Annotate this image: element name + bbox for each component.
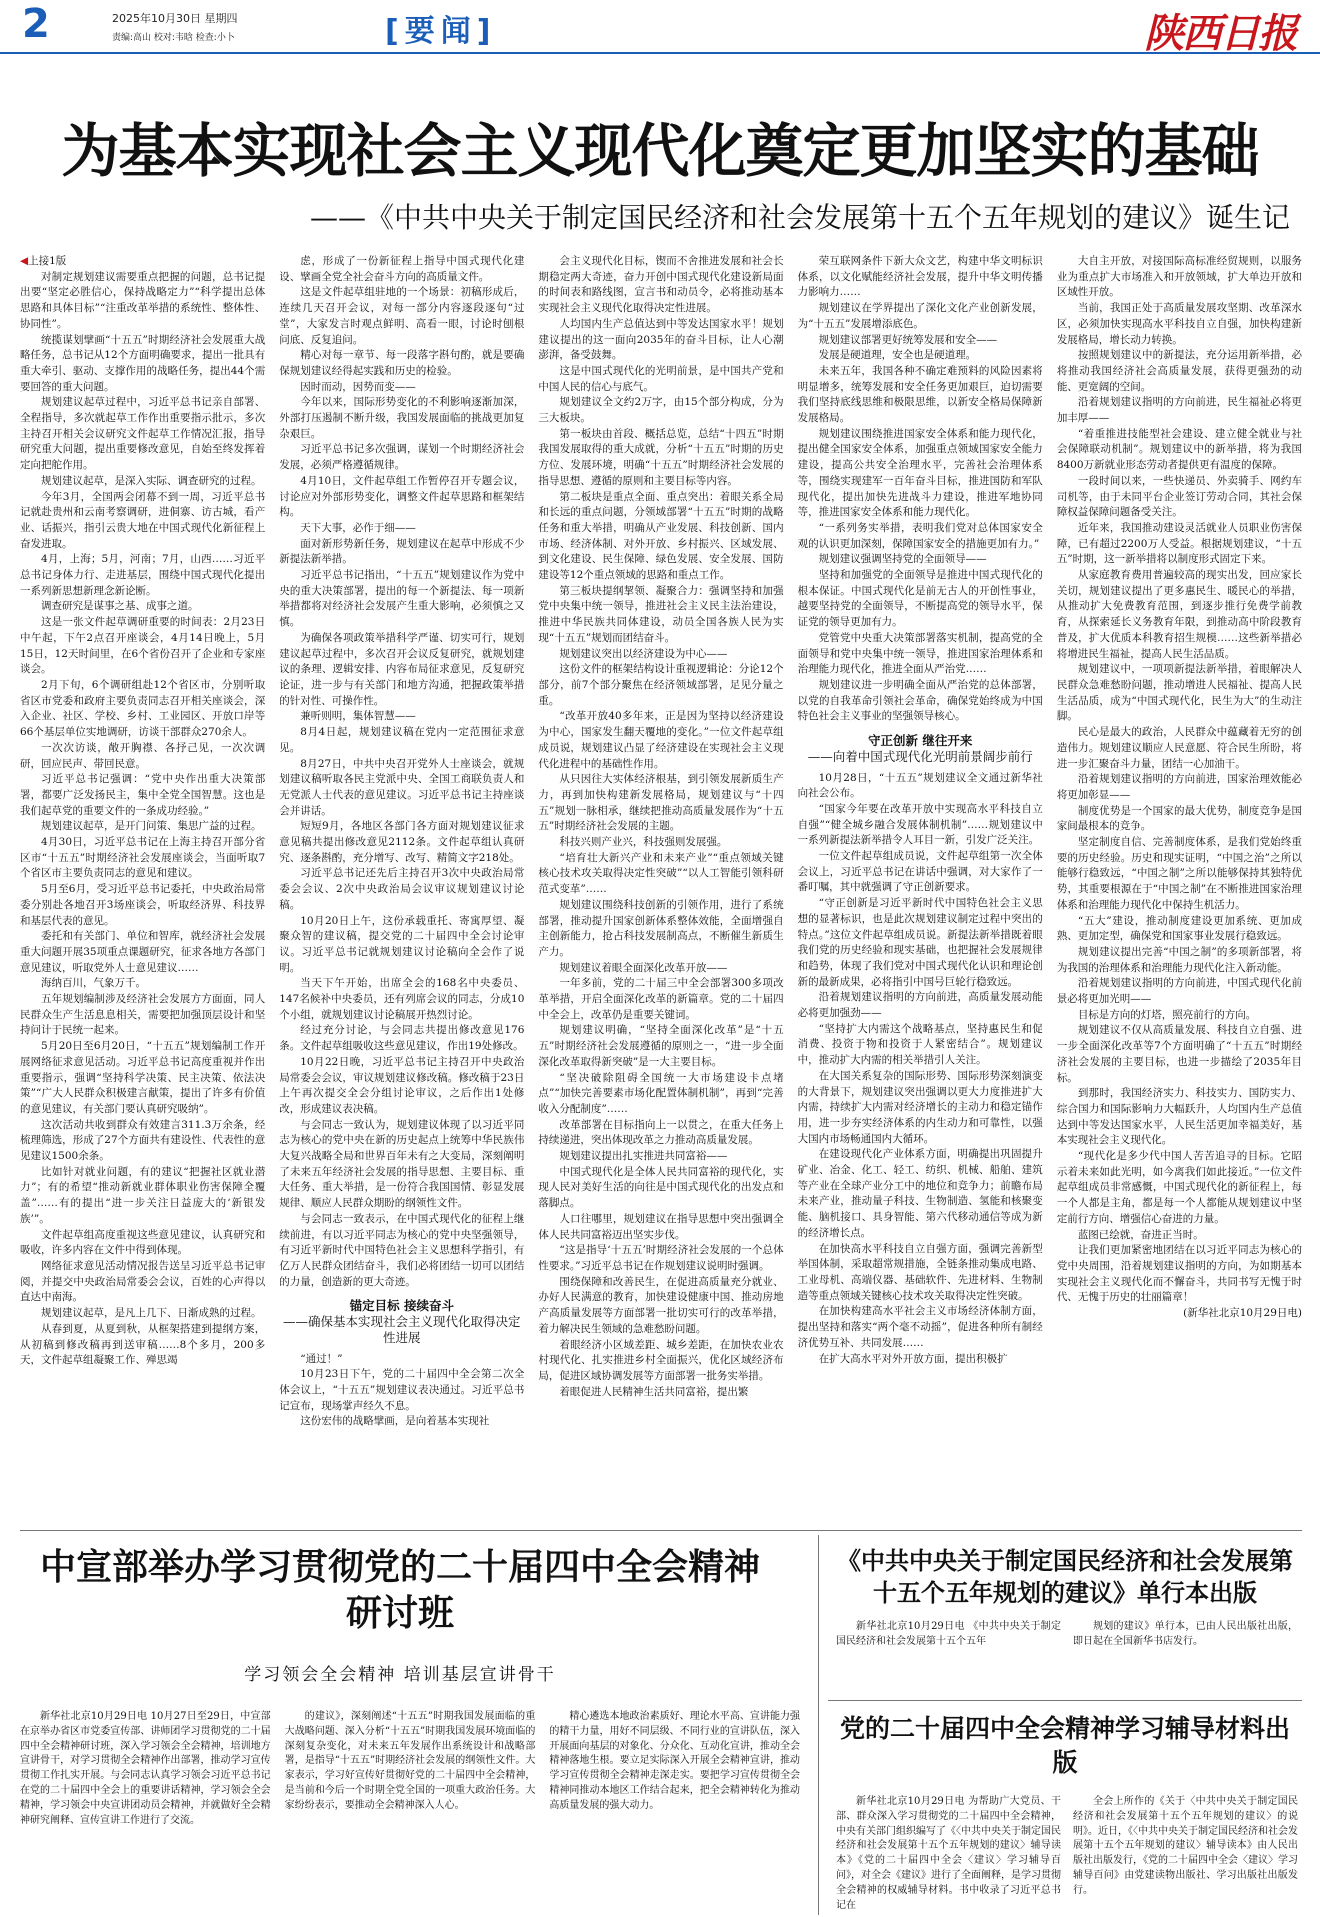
paragraph: 今年3月，全国两会闭幕不到一周，习近平总书记就赴贵州和云南考察调研，进侗寨、访古城，看产业、话振兴，指引云贵大地在中国式现代化新征程上奋发进取。 xyxy=(20,490,266,550)
page-number: 2 xyxy=(22,1,50,47)
story2-body xyxy=(20,1710,800,1915)
story-column xyxy=(20,1710,271,1915)
main-subheadline: ——《中共中央关于制定国民经济和社会发展第十五个五年规划的建议》诞生记 xyxy=(309,201,1290,234)
paragraph: 着眼经济小区域差距、城乡差距，在加快农业农村现代化、扎实推进乡村全面振兴，优化区域经济布局，促进区域协调发展等方面部署一批务实举措。 xyxy=(538,1338,784,1382)
paragraph: 4月，上海；5月，河南；7月，山西……习近平总书记身体力行、走进基层，围绕中国式现代化提出一系列新思想新理念新论断。 xyxy=(20,553,266,597)
paragraph: 短短9月，各地区各部门各方面对规划建议征求意见稿共提出修改意见2112条。文件起草组认真研究、逐条斟酌，充分增写、改写、精简文字218处。 xyxy=(279,820,525,864)
paragraph: 目标是方向的灯塔，照亮前行的方向。 xyxy=(1077,1008,1257,1021)
paragraph: 人口往哪里，规划建议在指导思想中突出强调全体人民共同富裕迈出坚实步伐。 xyxy=(538,1212,784,1241)
paragraph: 4月30日，习近平总书记在上海主持召开部分省区市“十五五”时期经济社会发展座谈会，当面听取7个省区市主要负责同志的意见和建议。 xyxy=(20,836,266,880)
paragraph: 精心对每一章节、每一段落字斟句酌，就是要确保规划建议经得起实践和历史的检验。 xyxy=(279,349,525,377)
story-column xyxy=(1073,1795,1298,1913)
story3-title: 《中共中央关于制定国民经济和社会发展第十五个五年规划的建议》单行本出版 xyxy=(837,1547,1293,1607)
paragraph: 规划建议全文约2万字，由15个部分构成，分为三大板块。 xyxy=(538,396,784,425)
paragraph: 文件起草组高度重视这些意见建议，认真研究和吸收，许多内容在文件中得到体现。 xyxy=(20,1228,266,1257)
paragraph: 网络征求意见活动情况报告送呈习近平总书记审阅，并提交中央政治局常委会会议，百姓的心声得以直达中南海。 xyxy=(20,1260,266,1304)
paragraph: “守正创新是习近平新时代中国特色社会主义思想的显著标识，也是此次规划建议制定过程中突出的特点。”这位文件起草组成员说。新提法新举措既着眼我们党的历史经验和现实基础，也把握社会发展规律和趋势，体现了我们党对中国式现代化认识和理论创新的最新成果，必将指引中国号巨轮行稳致远。 xyxy=(797,897,1043,988)
paragraph: 比如针对就业问题，有的建议“把握社区就业潜力”；有的希望“推动新就业群体职业伤害保障全覆盖”……有的提出“进一步关注日益庞大的‘新银发族’”。 xyxy=(20,1165,266,1225)
paragraph: 这是文件起草组驻地的一个场景：初稿形成后，连续几天召开会议，对每一部分内容逐段逐句“过堂”，大家发言时观点鲜明、高看一眼，讨论时刨根问底、反复追问。 xyxy=(279,286,525,346)
story-column xyxy=(836,1795,1061,1913)
paragraph: 规划建议提出完善“中国之制”的多项新部署，将为我国的治理体系和治理能力现代化注入新动能。 xyxy=(1056,945,1303,974)
section-label: [要闻] xyxy=(385,14,497,49)
story4-title: 党的二十届四中全会精神学习辅导材料出版 xyxy=(839,1714,1290,1777)
paragraph: 规划建议起草，是深入实际、调查研究的过程。 xyxy=(41,474,262,487)
paragraph: 新华社北京10月29日电 为帮助广大党员、干部、群众深入学习贯彻党的二十届四中全会精神，中央有关部门组织编写了《〈中共中央关于制定国民经济和社会发展第十五个五年规划的建议〉辅导读本》《党的二十届四中全会〈建议〉学习辅导百问》，对全会《建议》进行了全面阐释，是学习贯彻全会精神的权威辅导材料。书中收录了习近平总书记在 xyxy=(836,1796,1061,1911)
paragraph: “一系列务实举措，表明我们党对总体国家安全观的认识更加深刻，保障国家安全的措施更加有力。” xyxy=(797,521,1043,550)
story3-body xyxy=(836,1620,1298,1680)
continued-from: ◀上接1版 xyxy=(20,255,67,267)
paragraph: 这次活动共收到群众有效建言311.3万余条，经梳理筛选，形成了27个方面共有建设性、代表性的意见建议1500余条。 xyxy=(20,1118,266,1163)
paragraph: “这是指导‘十五五’时期经济社会发展的一个总体性要求。”习近平总书记在作规划建议说明时强调。 xyxy=(538,1244,784,1272)
paragraph: 10月23日下午，党的二十届四中全会第二次全体会议上，“十五五”规划建议表决通过。习近平总书记宣布，现场掌声经久不息。 xyxy=(279,1368,525,1412)
paragraph: 调查研究是谋事之基、成事之道。 xyxy=(41,600,199,613)
newspaper-logo: 陕西日报 xyxy=(1144,10,1296,57)
paragraph: “现代化是多少代中国人苦苦追寻的目标。它昭示着未来如此光明，如今离我们如此接近。”一位文件起草组成员非常感慨，中国式现代化的新征程上，每一个人都是主角，都是每一个人都能从规划建议中坚定前行方向、增强信心奋进的力量。 xyxy=(1056,1150,1303,1225)
paragraph: 规划建议着眼全面深化改革开放—— xyxy=(559,961,728,974)
paragraph: 未来五年，我国各种不确定难预料的风险因素将明显增多，统筹发展和安全任务更加艰巨，迫切需要我们坚持底线思维和极限思维，以新安全格局保障新发展格局。 xyxy=(797,364,1043,425)
main-headline: 为基本实现社会主义现代化奠定更加坚实的基础 xyxy=(61,117,1259,185)
paragraph: 10月28日，“十五五”规划建议全文通过新华社向社会公布。 xyxy=(797,771,1043,800)
paragraph: 全会上所作的《关于〈中共中央关于制定国民经济和社会发展第十五个五年规划的建议〉的说明》。近日，《〈中共中央关于制定国民经济和社会发展第十五个五年规划的建议〉辅导读本》由人民出版社出版发行，《党的二十届四中全会〈建议〉学习辅导百问》由党建读物出版社、学习出版社出版发行。 xyxy=(1073,1796,1298,1896)
paragraph: 这份宏伟的战略擘画，是向着基本实现社 xyxy=(300,1415,490,1428)
paragraph: 在加快高水平科技自立自强方面，强调完善新型举国体制，采取超常规措施，全链条推动集成电路、工业母机、高端仪器、基础软件、先进材料、生物制造等重点领域关键核心技术攻关取得决定性突破。 xyxy=(797,1242,1043,1302)
paragraph: 沿着规划建议指明的方向前进，国家治理效能必将更加彰显—— xyxy=(1056,773,1303,801)
paragraph: 规划建议提出扎实推进共同富裕—— xyxy=(559,1150,728,1163)
paragraph: 规划的建议》单行本，已由人民出版社出版，即日起在全国新华书店发行。 xyxy=(1073,1621,1298,1647)
paragraph: 党管党中央重大决策部署落实机制，提高党的全面领导和党中央集中统一领导，推进国家治理体系和治理能力现代化，推进全面从严治党…… xyxy=(797,631,1043,676)
paragraph: 规划建议在学界提出了深化文化产业创新发展，为“十五五”发展增添底色。 xyxy=(797,302,1043,330)
paragraph: 与会同志一致表示，在中国式现代化的征程上继续前进，有以习近平同志为核心的党中央坚强领导，有习近平新时代中国特色社会主义思想科学指引，有亿万人民群众团结奋斗，我们必将团结一切可以团结的力量，创造新的更大奇迹。 xyxy=(279,1212,525,1288)
paragraph: 在加快构建高水平社会主义市场经济体制方面，提出坚持和落实“两个毫不动摇”，促进各种所有制经济优势互补、共同发展…… xyxy=(797,1305,1043,1349)
paragraph: 新华社北京10月29日电 《中共中央关于制定国民经济和社会发展第十五个五年 xyxy=(836,1621,1061,1647)
paragraph: 蓝图已绘就，奋进正当时。 xyxy=(1077,1228,1204,1241)
paragraph: 按照规划建议中的新提法，充分运用新举措，必将推动我国经济社会高质量发展，获得更强劲的动能、更宽阔的空间。 xyxy=(1056,349,1303,393)
story-divider xyxy=(828,1700,1302,1701)
intertitle: 守正创新 继往开来 ——向着中国式现代化光明前景阔步前行 xyxy=(807,733,1033,764)
arrow-icon: ◀ xyxy=(20,255,29,267)
article-column xyxy=(538,254,783,1516)
paragraph: 坚持和加强党的全面领导是推进中国式现代化的根本保证。中国式现代化是前无古人的开创性事业，越要坚持党的全面领导，不断提高党的领导水平，保证党的领导更加有力。 xyxy=(797,569,1043,629)
paragraph: 制度优势是一个国家的最大优势，制度竞争是国家间最根本的竞争。 xyxy=(1056,804,1303,833)
paragraph: 从春到夏，从夏到秋，从框架搭建到提纲方案，从初稿到修改稿再到送审稿……8个多月，200多天，文件起草组凝聚工作、殚思竭 xyxy=(20,1322,266,1367)
paragraph: “着重推进技能型社会建设、建立健全就业与社会保障联动机制”。规划建议中的新举措，将为我国8400万新就业形态劳动者提供更有温度的保障。 xyxy=(1056,427,1303,472)
paragraph: 4月10日，文件起草组工作暂停召开专题会议，讨论应对外部形势变化，调整文件起草思路和框架结构。 xyxy=(279,474,525,519)
paragraph: 今年以来，国际形势变化的不利影响逐渐加深，外部打压遏制不断升级，我国发展面临的挑战更加复杂艰巨。 xyxy=(279,396,525,440)
paragraph: 习近平总书记还先后主持召开3次中央政治局常委会会议、2次中央政治局会议审议规划建议讨论稿。 xyxy=(279,867,525,911)
paragraph: 着眼促进人民精神生活共同富裕，提出繁 xyxy=(559,1385,749,1398)
paragraph: 8月4日起，规划建议稿在党内一定范围征求意见。 xyxy=(279,726,525,754)
paragraph: 围绕保障和改善民生，在促进高质量充分就业、办好人民满意的教育，加快建设健康中国、推动房地产高质量发展等方面部署一批切实可行的改革举措，着力解决民生领域的急难愁盼问题。 xyxy=(538,1275,784,1335)
paragraph: 从只因往大实体经济根基，到引领发展新质生产力，再到加快构建新发展格局，规划建议与“十四五”规划一脉相承，继续把推动高质量发展作为“十五五”时期经济社会发展的主题。 xyxy=(538,773,784,833)
paragraph: 当前，我国正处于高质量发展攻坚期、改革深水区，必须加快实现高水平科技自立自强，加快构建新发展格局，增长动力转换。 xyxy=(1056,302,1303,346)
paragraph: 与会同志一致认为，规划建议体现了以习近平同志为核心的党中央在新的历史起点上统筹中华民族伟大复兴战略全局和世界百年未有之大变局，深刻阐明了未来五年经济社会发展的指导思想、主要目标、重大任务、重大举措，是一份符合我国国情、彰显发展规律、顺应人民群众期盼的纲领性文件。 xyxy=(279,1118,525,1210)
paragraph: 沿着规划建议指明的方向前进，高质量发展动能必将更加强劲—— xyxy=(797,991,1043,1020)
paragraph: 规划建议中，一项项新提法新举措，着眼解决人民群众急难愁盼问题，推动增进人民福祉、提高人民生活品质，成为“中国式现代化，民生为大”的生动注脚。 xyxy=(1056,663,1303,723)
paragraph: 在大国关系复杂的国际形势、国际形势深刻演变的大背景下，规划建议突出强调以更大力度推进扩大内需，持续扩大内需对经济增长的主动力和稳定锚作用，进一步夯实经济体系的内生动力和可靠性，以强大国内市场畅通国内大循环。 xyxy=(797,1069,1043,1145)
paragraph: 五年规划编制涉及经济社会发展方方面面，同人民群众生产生活息息相关，需要把加强顶层设计和坚持问计于民统一起来。 xyxy=(20,993,266,1037)
intertitle: 锚定目标 接续奋斗 ——确保基本实现社会主义现代化取得决定性进展 xyxy=(283,1298,521,1345)
paragraph: 让我们更加紧密地团结在以习近平同志为核心的党中央周围，沿着规划建议指明的方向，为如期基本实现社会主义现代化而不懈奋斗，共同书写无愧于时代、无愧于历史的壮丽篇章！ xyxy=(1056,1244,1303,1304)
article-column xyxy=(279,254,524,1516)
paragraph: 因时而动，因势而变—— xyxy=(300,380,416,393)
paragraph: 当天下午开始，出席全会的168名中央委员、147名候补中央委员，还有列席会议的同志，分成10个小组，就规划建议讨论稿展开热烈讨论。 xyxy=(279,977,525,1021)
paragraph: 到那时，我国经济实力、科技实力、国防实力、综合国力和国际影响力大幅跃升，人均国内生产总值达到中等发达国家水平，人民生活更加幸福美好，基本实现社会主义现代化。 xyxy=(1056,1087,1303,1147)
paragraph: 2月下旬，6个调研组赴12个省区市，分别听取省区市党委和政府主要负责同志召开相关座谈会，深入企业、社区、学校、乡村、工业园区、开放口岸等66个基层单位实地调研，访谈干部群众270余人。 xyxy=(20,678,266,739)
paragraph: 规划建议围绕科技创新的引领作用，进行了系统部署，推动提升国家创新体系整体效能，全面增强自主创新能力，抢占科技发展制高点，不断催生新质生产力。 xyxy=(538,898,784,958)
paragraph: “培育壮大新兴产业和未来产业”“重点领域关键核心技术攻关取得决定性突破”“以人工智能引领科研范式变革”…… xyxy=(538,851,784,896)
story4-body xyxy=(836,1795,1298,1913)
column-divider xyxy=(818,1535,819,1915)
story-column xyxy=(285,1710,536,1915)
paragraph: 规划建议明确，“坚持全面深化改革”是“十五五”时期经济社会发展遵循的原则之一，“进一步全面深化改革取得新突破”是一大主要目标。 xyxy=(538,1024,784,1068)
paragraph: 对制定规划建议需要重点把握的问题，总书记提出要“坚定必胜信心，保持战略定力”“科学提出总体思路和具体目标”“注重改革举措的系统性、整体性、协同性”。 xyxy=(20,270,266,330)
paragraph: 天下大事，必作于细—— xyxy=(300,521,416,534)
paragraph: 经过充分讨论，与会同志共提出修改意见176条。文件起草组吸收这些意见建议，作出19处修改。 xyxy=(279,1024,525,1053)
issue-date: 2025年10月30日 星期四 xyxy=(112,12,238,25)
article-column xyxy=(1057,254,1302,1516)
paragraph: 习近平总书记指出，“十五五”规划建议作为党中央的重大决策部署，提出的每一个新提法、每一项新举措都将对经济社会发展产生重大影响，必须慎之又慎。 xyxy=(279,569,525,629)
paragraph: 10月22日晚，习近平总书记主持召开中央政治局常委会会议，审议规划建议修改稿。修改稿于23日上午再次提交全会分组讨论审议，之后作出1处修改，形成建议表决稿。 xyxy=(279,1055,525,1115)
story2-title: 中宣部举办学习贯彻党的二十届四中全会精神研讨班 xyxy=(40,1547,761,1634)
paragraph: 8月27日，中共中央召开党外人士座谈会，就规划建议稿听取各民主党派中央、全国工商联负责人和无党派人士代表的意见建议。习近平总书记主持座谈会并讲话。 xyxy=(279,757,525,817)
paragraph: 统揽谋划擘画“十五五”时期经济社会发展重大战略任务，总书记从12个方面明确要求，提出一批具有重大牵引、驱动、支撑作用的战略任务，提出44个需要回答的重大问题。 xyxy=(20,333,266,393)
paragraph: 兼听则明，集体智慧—— xyxy=(300,710,416,723)
paragraph: 规划建议不仅从高质量发展、科技自立自强、进一步全面深化改革等7个方面明确了“十五五”时期经济社会发展的主要目标，也进一步描绘了2035年目标。 xyxy=(1056,1024,1303,1084)
masthead xyxy=(0,0,1320,57)
paragraph: 第二板块是重点全面、重点突出：着眼关系全局和长远的重点问题，分领域部署“十五五”时期的战略任务和重大举措，明确从产业发展、科技创新、国内市场、经济体制、对外开放、乡村振兴、区域发展、到文化建设、民生保障、绿色发展、安全发展、国防建设等12个重点领域的思路和重点工作。 xyxy=(538,490,784,582)
paragraph: 一次次访谈，敞开胸襟、各抒己见，一次次调研，回应民声、带回民意。 xyxy=(20,741,266,770)
paragraph: 在建设现代化产业体系方面，明确提出巩固提升矿业、冶金、化工、轻工、纺织、机械、船舶、建筑等产业在全球产业分工中的地位和竞争力；前瞻布局未来产业，推动量子科技、生物制造、氢能和核聚变能、脑机接口、具身智能、第六代移动通信等成为新的经济增长点。 xyxy=(797,1148,1043,1239)
article-column xyxy=(798,254,1043,1516)
paragraph: 的建议》，深刻阐述“十五五”时期我国发展面临的重大战略问题、深入分析“十五五”时期我国发展环境面临的深刻复杂变化，对未来五年发展作出系统设计和战略部署，是指导“十五五”时期经济社会发展的纲领性文件。大家表示，学习好宣传好贯彻好党的二十届四中全会精神，是当前和今后一个时期全党全国的一项重大政治任务。大家纷纷表示，要推动全会精神深入人心。 xyxy=(284,1711,536,1811)
editor-credits: 责编:高山 校对:韦晗 检查:小卜 xyxy=(112,33,235,43)
paragraph: 这是一张文件起草调研重要的时间表：2月23日中午起，下午2点召开座谈会，4月14日晚上，5月15日，12天时间里，在6个省份召开了企业和专家座谈会。 xyxy=(20,616,266,676)
paragraph: “国家今年要在改革开放中实现高水平科技自立自强”“健全城乡融合发展体制机制”……规划建议中一系列新提法新举措令人耳目一新，引发广泛关注。 xyxy=(797,802,1043,847)
paragraph: 规划建议进一步明确全面从严治党的总体部署，以党的自我革命引领社会革命，确保党始终成为中国特色社会主义事业的坚强领导核心。 xyxy=(797,678,1043,723)
paragraph: 一段时间以来，一些快递员、外卖骑手、网约车司机等，由于未同平台企业签订劳动合同，其社会保障权益保障问题备受关注。 xyxy=(1056,474,1303,519)
paragraph: 科技兴则产业兴，科技强则发展强。 xyxy=(559,836,728,849)
paragraph: 第一板块由首段、概括总览，总结“十四五”时期我国发展取得的重大成就，分析“十五五”时期的历史方位、发展环境，明确“十五五”时期经济社会发展的指导思想、遵循的原则和主要目标等内容。 xyxy=(538,427,784,487)
paragraph: 民心是最大的政治，人民群众中蕴藏着无穷的创造伟力。规划建议顺应人民意愿、符合民生所盼，将进一步汇聚奋斗力量，团结一心加油干。 xyxy=(1056,726,1303,770)
paragraph: 坚定制度自信、完善制度体系，是我们党始终重要的历史经验。历史和现实证明，“中国之治”之所以能够行稳致远，“中国之制”之所以能够保持其独特优势，其重要根源在于“中国之制”在不断推进国家治理体系和治理能力现代化中保持生机活力。 xyxy=(1056,836,1303,911)
paragraph: 习近平总书记强调：“党中央作出重大决策部署，都要广泛发扬民主，集中全党全国智慧。这也是我们起草党的重要文件的一条成功经验。” xyxy=(20,773,266,817)
story-column xyxy=(1073,1620,1298,1680)
paragraph: 为确保各项政策举措科学严谨、切实可行，规划建议起草过程中，多次召开会议反复研究，就规划建议的条理、逻辑安排、内容布局征求意见，反复研究论证，进一步与有关部门和地方沟通，把握政策举措的针对性、可操作性。 xyxy=(279,631,525,707)
paragraph: 海纳百川，气象万千。 xyxy=(41,977,146,990)
paragraph: 规划建议突出以经济建设为中心—— xyxy=(559,647,728,660)
paragraph: 面对新形势新任务，规划建议在起草中形成不少新提法新举措。 xyxy=(279,537,525,566)
paragraph: 沿着规划建议指明的方向前进，民生福祉必将更加丰厚—— xyxy=(1056,396,1303,425)
story-column xyxy=(549,1710,800,1915)
paragraph: 委托和有关部门、单位和智库，就经济社会发展重大问题开展35项重点课题研究，征求各地方各部门意见建议，听取党外人士意见建议…… xyxy=(20,930,266,974)
paragraph: 发展是硬道理，安全也是硬道理。 xyxy=(818,349,977,362)
paragraph: 在扩大高水平对外开放方面，提出积极扩 xyxy=(818,1352,1008,1365)
paragraph: 这是中国式现代化的光明前景，是中国共产党和中国人民的信心与底气。 xyxy=(538,364,784,393)
paragraph: “坚决破除阻碍全国统一大市场建设卡点堵点”“加快完善要素市场化配置体制机制”，再到“完善收入分配制度”…… xyxy=(538,1071,784,1115)
paragraph: “通过！” xyxy=(300,1352,343,1365)
paragraph: 大自主开放，对接国际高标准经贸规则，以服务业为重点扩大市场准入和开放领域，扩大单边开放和区域性开放。 xyxy=(1056,255,1303,299)
article-body xyxy=(20,254,1302,1516)
article-byline: (新华社北京10月29日电) xyxy=(1183,1307,1303,1320)
paragraph: 规划建议起草，是开门问策、集思广益的过程。 xyxy=(41,820,262,833)
paragraph: 一年多前，党的二十届三中全会部署300多项改革举措，开启全面深化改革的新篇章。党的二十届四中全会上，改革仍是重要关键词。 xyxy=(538,977,784,1021)
paragraph: 规划建议强调坚持党的全面领导—— xyxy=(818,553,987,566)
paragraph: 从家庭教育费用普遍较高的现实出发，回应家长关切，规划建议提出了更多惠民生、暖民心的举措，从推动扩大免费教育范围，到逐步推行免费学前教育，从探索延长义务教育年限，到推动高中阶段教育普及，扩大优质本科教育招生规模……这些新举措必将增进民生福祉，提高人民生活品质。 xyxy=(1056,569,1303,660)
paragraph: 第三板块提纲挈领、凝聚合力：强调坚持和加强党中央集中统一领导，推进社会主义民主法治建设，推进中华民族共同体建设，动员全国各族人民为实现“十五五”规划而团结奋斗。 xyxy=(538,584,784,644)
paragraph: 10月20日上午，这份承载重托、寄寓厚望、凝聚众智的建议稿，提交党的二十届四中全会讨论审议。习近平总书记就规划建议讨论稿向全会作了说明。 xyxy=(279,914,525,974)
paragraph: “坚持扩大内需这个战略基点，坚持惠民生和促消费、投资于物和投资于人紧密结合”。规划建议中，推动扩大内需的相关举措引人关注。 xyxy=(797,1022,1043,1067)
paragraph: 规划建议围绕推进国家安全体系和能力现代化，提出健全国家安全体系，加强重点领域国家安全能力建设，提高公共安全治理水平，完善社会治理体系等，围绕实现建军一百年奋斗目标，推进国防和军队现代化，提出加快先进战斗力建设，推进军地协同等，推进国家安全体系和能力现代化。 xyxy=(797,427,1043,519)
paragraph: 规划建议起草过程中，习近平总书记亲自部署、全程指导，多次就起草工作作出重要指示批示，多次主持召开相关会议研究文件起草工作情况汇报，指导研究重大问题，提出重要修改意见，自始至终发挥着定向把舵作用。 xyxy=(20,396,266,472)
paragraph: “五大”建设，推动制度建设更加系统、更加成熟、更加定型，确保党和国家事业发展行稳致远。 xyxy=(1056,914,1303,943)
article-column xyxy=(20,254,265,1516)
paragraph: 规划建议起草，是凡上几下、日渐成熟的过程。 xyxy=(41,1307,262,1320)
story-column xyxy=(836,1620,1061,1680)
paragraph: 习近平总书记多次强调，谋划一个时期经济社会发展，必须严格遵循规律。 xyxy=(279,443,525,472)
paragraph: 新华社北京10月29日电 10月27日至29日，中宣部在京举办省区市党委宣传部、讲师团学习贯彻党的二十届四中全会精神研讨班，深入学习领会全会精神，培训地方宣讲骨干，对学习贯彻全会精神作出部署，推动学习宣传贯彻工作扎实开展。与会同志认真学习领会习近平总书记在党的二十届四中全会上的重要讲话精神，学习领会全会精神，学习领会中央宣讲团动员会精神，并就做好全会精神研究阐释、宣传宣讲工作进行了交流。 xyxy=(20,1711,271,1826)
paragraph: 会主义现代化目标，锲而不舍推进发展和社会长期稳定两大奇迹，奋力开创中国式现代化建设新局面的时间表和路线图，宣言书和动员令，必将推动基本实现社会主义现代化取得决定性进展。 xyxy=(538,255,784,315)
section-divider xyxy=(20,1530,1302,1531)
paragraph: 虑，形成了一份新征程上指导中国式现代化建设、擘画全党全社会奋斗方向的高质量文件。 xyxy=(279,255,525,283)
paragraph: 近年来，我国推动建设灵活就业人员职业伤害保障，已有超过2200万人受益。根据规划建议，“十五五”时期，这一新举措将以制度形式固定下来。 xyxy=(1056,521,1303,566)
paragraph: 5月至6月，受习近平总书记委托，中央政治局常委分别赴各地召开3场座谈会，听取经济界、科技界和基层代表的意见。 xyxy=(20,883,266,927)
paragraph: 5月20日至6月20日，“十五五”规划编制工作开展网络征求意见活动。习近平总书记高度重视并作出重要指示，强调“坚持科学决策、民主决策、依法决策”“广大人民群众积极建言献策，提出了许多有价值的意见建议，有关部门要认真研究吸纳”。 xyxy=(20,1040,266,1115)
paragraph: 精心遴选本地政治素质好、理论水平高、宣讲能力强的精干力量，用好不同层级、不同行业的宣讲队伍，深入开展面向基层的对象化、分众化、互动化宣讲，推动全会精神落地生根。要立足实际深入开展全会精神宣讲，推动学习宣传贯彻全会精神走深走实。要把学习宣传贯彻全会精神同推动本地区工作结合起来，把全会精神转化为推动高质量发展的强大动力。 xyxy=(549,1711,801,1811)
paragraph: 沿着规划建议指明的方向前进，中国式现代化前景必将更加光明—— xyxy=(1056,977,1303,1006)
paragraph: 改革部署在目标指向上一以贯之，在重大任务上持续递进，突出体现改革之力推动高质量发展。 xyxy=(538,1118,784,1147)
paragraph: 人均国内生产总值达到中等发达国家水平！规划建议提出的这一面向2035年的奋斗目标，让人心潮澎湃，备受鼓舞。 xyxy=(538,317,784,362)
masthead-rule xyxy=(0,52,1320,54)
paragraph: 荣互联网条件下新大众文艺，构建中华文明标识体系，以文化赋能经济社会发展，提升中华文明传播力影响力…… xyxy=(797,255,1043,299)
paragraph: 一位文件起草组成员说，文件起草组第一次全体会议上，习近平总书记在讲话中强调，对大家作了一番叮嘱，其中就强调了守正创新要求。 xyxy=(797,850,1043,894)
paragraph: 中国式现代化是全体人民共同富裕的现代化，实现人民对美好生活的向往是中国式现代化的出发点和落脚点。 xyxy=(538,1165,784,1210)
paragraph: 规划建议部署更好统筹发展和安全—— xyxy=(818,333,998,346)
paragraph: 这份文件的框架结构设计重视逻辑论：分论12个部分，前7个部分聚焦在经济领域部署，足见分量之重。 xyxy=(538,663,784,707)
story2-subtitle: 学习领会全会精神 培训基层宣讲骨干 xyxy=(244,1665,556,1685)
paragraph: “改革开放40多年来，正是因为坚持以经济建设为中心，国家发生翻天覆地的变化。”一位文件起草组成员说，规划建议凸显了经济建设在实现社会主义现代化进程中的基础性作用。 xyxy=(538,710,784,770)
